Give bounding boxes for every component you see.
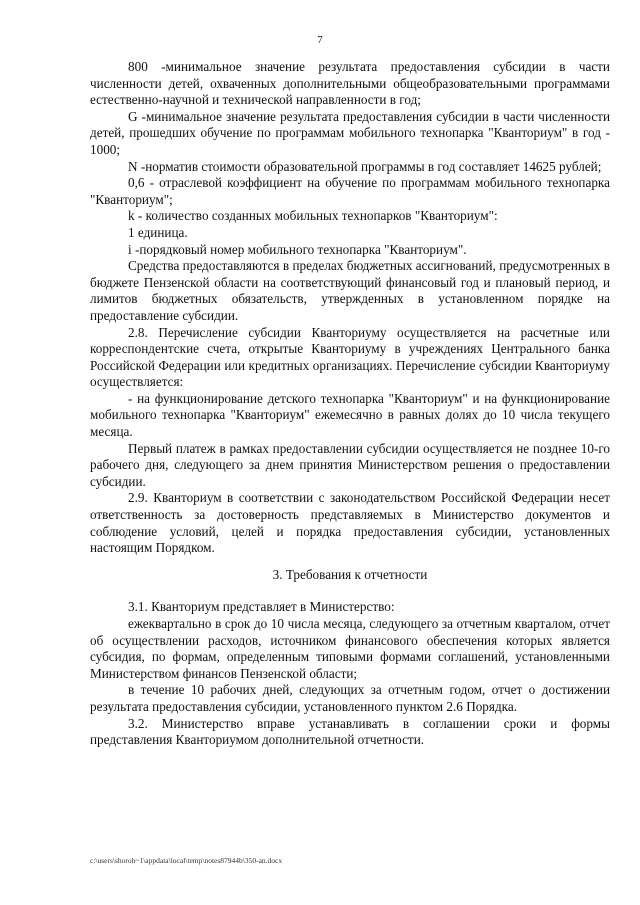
- paragraph-2-8: 2.8. Перечисление субсидии Кванториуму осуществляется на расчетные или корреспондентские счета, открытые Кванториуму в учреждениях Центрального банка Российской Федерации или кредитных организациях. Перечисление субсидии Кванториуму осуществляется:: [90, 324, 610, 390]
- paragraph-k-definition: k - количество созданных мобильных технопарков "Кванториум":: [128, 208, 498, 224]
- footer-file-path: c:\users\shoroh~1\appdata\local\temp\notes87944b\350-an.docx: [90, 856, 283, 865]
- paragraph-g-definition: G -минимальное значение результата предоставления субсидии в части численности детей, прошедших обучение по программам мобильного технопарка "Кванториум" в год - 1000;: [90, 108, 610, 157]
- document-body: [90, 59, 610, 749]
- paragraph-n-definition: N -норматив стоимости образовательной программы в год составляет 14625 рублей;: [128, 158, 602, 174]
- paragraph-quarterly-report: ежеквартально в срок до 10 числа месяца, следующего за отчетным кварталом, отчет об осуществлении расходов, источником финансового обеспечения которых является субсидия, по формам, определенным типовыми формами соглашений, установленными Министерством финансов Пензенской области;: [90, 616, 610, 681]
- paragraph-funds: Средства предоставляются в пределах бюджетных ассигнований, предусмотренных в бюджете Пензенской области на соответствующий финансовый год и плановый период, и лимитов бюджетных обязательств, утвержденных в установленном порядке на предоставление субсидии.: [90, 258, 610, 323]
- paragraph-coefficient-definition: 0,6 - отраслевой коэффициент на обучение по программам мобильного технопарка "Кванториум";: [90, 175, 610, 207]
- paragraph-monthly-transfer: - на функционирование детского технопарка "Кванториум" и на функционирование мобильного технопарка "Кванториум" ежемесячно в равных долях до 10 числа текущего месяца.: [90, 390, 610, 440]
- paragraph-3-2: 3.2. Министерство вправе устанавливать в соглашении сроки и формы представления Кванториумом дополнительной отчетности.: [90, 715, 610, 748]
- paragraph-annual-report: в течение 10 рабочих дней, следующих за отчетным годом, отчет о достижении результата предоставления субсидии, установленного пунктом 2.6 Порядка.: [90, 682, 610, 714]
- paragraph-2-9: 2.9. Кванториум в соответствии с законодательством Российской Федерации несет ответственность за достоверность представляемых в Министерство документов и соблюдение условий, целей и порядка предоставления субсидии, установленных настоящим Порядком.: [90, 490, 610, 556]
- section-title-reporting: 3. Требования к отчетности: [272, 566, 428, 582]
- paragraph-first-payment: Первый платеж в рамках предоставлении субсидии осуществляется не позднее 10-го рабочего дня, следующего за днем принятия Министерством решения о предоставлении субсидии.: [90, 440, 610, 489]
- paragraph-800-definition: 800 -минимальное значение результата предоставления субсидии в части численности детей, охваченных дополнительными общеобразовательными программами естественно-научной и технической направленности в год;: [90, 59, 610, 108]
- page-number: 7: [317, 34, 323, 46]
- paragraph-k-value: 1 единица.: [128, 224, 188, 240]
- paragraph-i-definition: i -порядковый номер мобильного технопарка "Кванториум".: [128, 241, 467, 257]
- paragraph-3-1: 3.1. Кванториум представляет в Министерство:: [128, 599, 395, 615]
